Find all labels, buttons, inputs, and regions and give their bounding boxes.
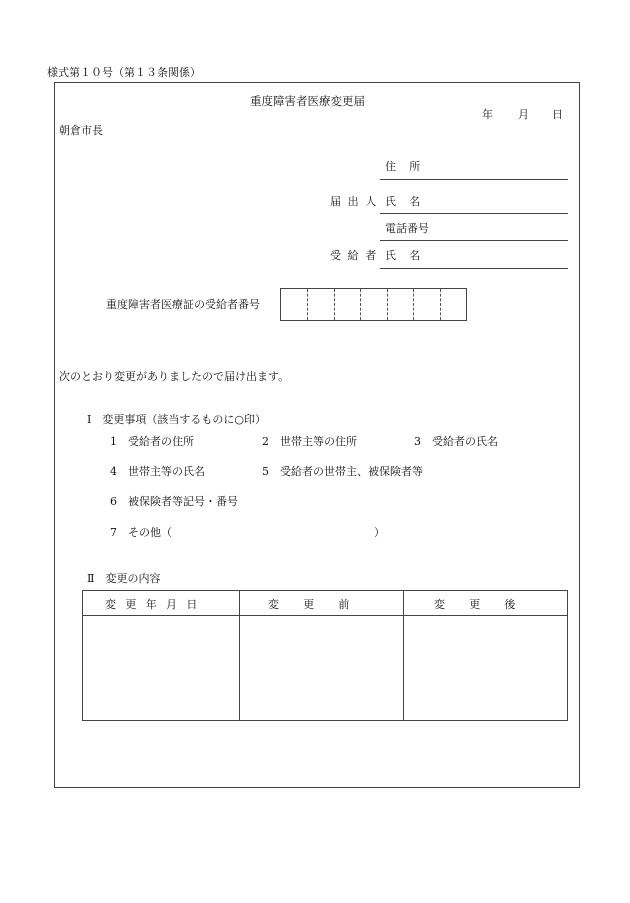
- item-number: 2: [262, 435, 269, 448]
- notifier-name-label: 氏名: [385, 195, 434, 208]
- date-year-label: 年: [482, 108, 493, 121]
- form-title: 重度障害者医療変更届: [250, 94, 365, 108]
- item-7: [110, 527, 172, 538]
- digit-divider: [413, 289, 414, 320]
- notifier-address-line: [380, 179, 568, 180]
- certificate-number-box[interactable]: [280, 288, 467, 321]
- item-3: [414, 436, 498, 447]
- cell-before[interactable]: [240, 616, 403, 720]
- item-6: [110, 496, 238, 507]
- item-7-close-paren: ）: [374, 526, 385, 539]
- notifier-name-line: [380, 213, 568, 214]
- form-number: 様式第１０号（第１３条関係）: [47, 66, 201, 79]
- item-number: 4: [110, 465, 117, 478]
- item-label: 受給者の世帯主、被保険者等: [280, 465, 423, 478]
- date-day-label: 日: [552, 108, 563, 121]
- item-4: [110, 466, 205, 477]
- section2-heading: Ⅱ 変更の内容: [87, 572, 161, 585]
- recipient-name-line: [380, 268, 568, 269]
- item-number: 6: [110, 495, 117, 508]
- digit-divider: [334, 289, 335, 320]
- recipient-label: 受給者: [330, 249, 383, 262]
- recipient-name-label: 氏名: [385, 249, 434, 262]
- item-5: [262, 466, 423, 477]
- statement: 次のとおり変更がありましたので届け出ます。: [59, 370, 290, 383]
- item-number: 1: [110, 435, 117, 448]
- item-label: 受給者の氏名: [432, 435, 498, 448]
- notifier-phone-label: 電話番号: [385, 222, 429, 235]
- digit-divider: [360, 289, 361, 320]
- digit-divider: [440, 289, 441, 320]
- change-details-table: [82, 590, 568, 721]
- certificate-number-label: 重度障害者医療証の受給者番号: [106, 298, 260, 311]
- item-label: その他（: [128, 526, 172, 539]
- date-month-label: 月: [518, 108, 529, 121]
- cell-after[interactable]: [404, 616, 567, 720]
- item-number: 5: [262, 465, 269, 478]
- section1-heading: Ⅰ 変更事項（該当するものに○印）: [87, 413, 266, 426]
- item-1: [110, 436, 194, 447]
- notifier-address-label: 住所: [385, 160, 434, 173]
- cell-change-date[interactable]: [83, 616, 239, 720]
- item-label: 世帯主等の住所: [280, 435, 357, 448]
- item-label: 世帯主等の氏名: [128, 465, 205, 478]
- col-header-change-date: 変更年月日: [105, 598, 207, 611]
- notifier-phone-line: [380, 240, 568, 241]
- notifier-label: 届出人: [330, 195, 383, 208]
- item-number: 7: [110, 526, 117, 539]
- item-label: 受給者の住所: [128, 435, 194, 448]
- item-label: 被保険者等記号・番号: [128, 495, 238, 508]
- digit-divider: [307, 289, 308, 320]
- addressee: 朝倉市長: [59, 124, 103, 137]
- col-header-before: 変更前: [268, 598, 374, 611]
- item-number: 3: [414, 435, 421, 448]
- item-2: [262, 436, 357, 447]
- col-header-after: 変更後: [434, 598, 540, 611]
- digit-divider: [387, 289, 388, 320]
